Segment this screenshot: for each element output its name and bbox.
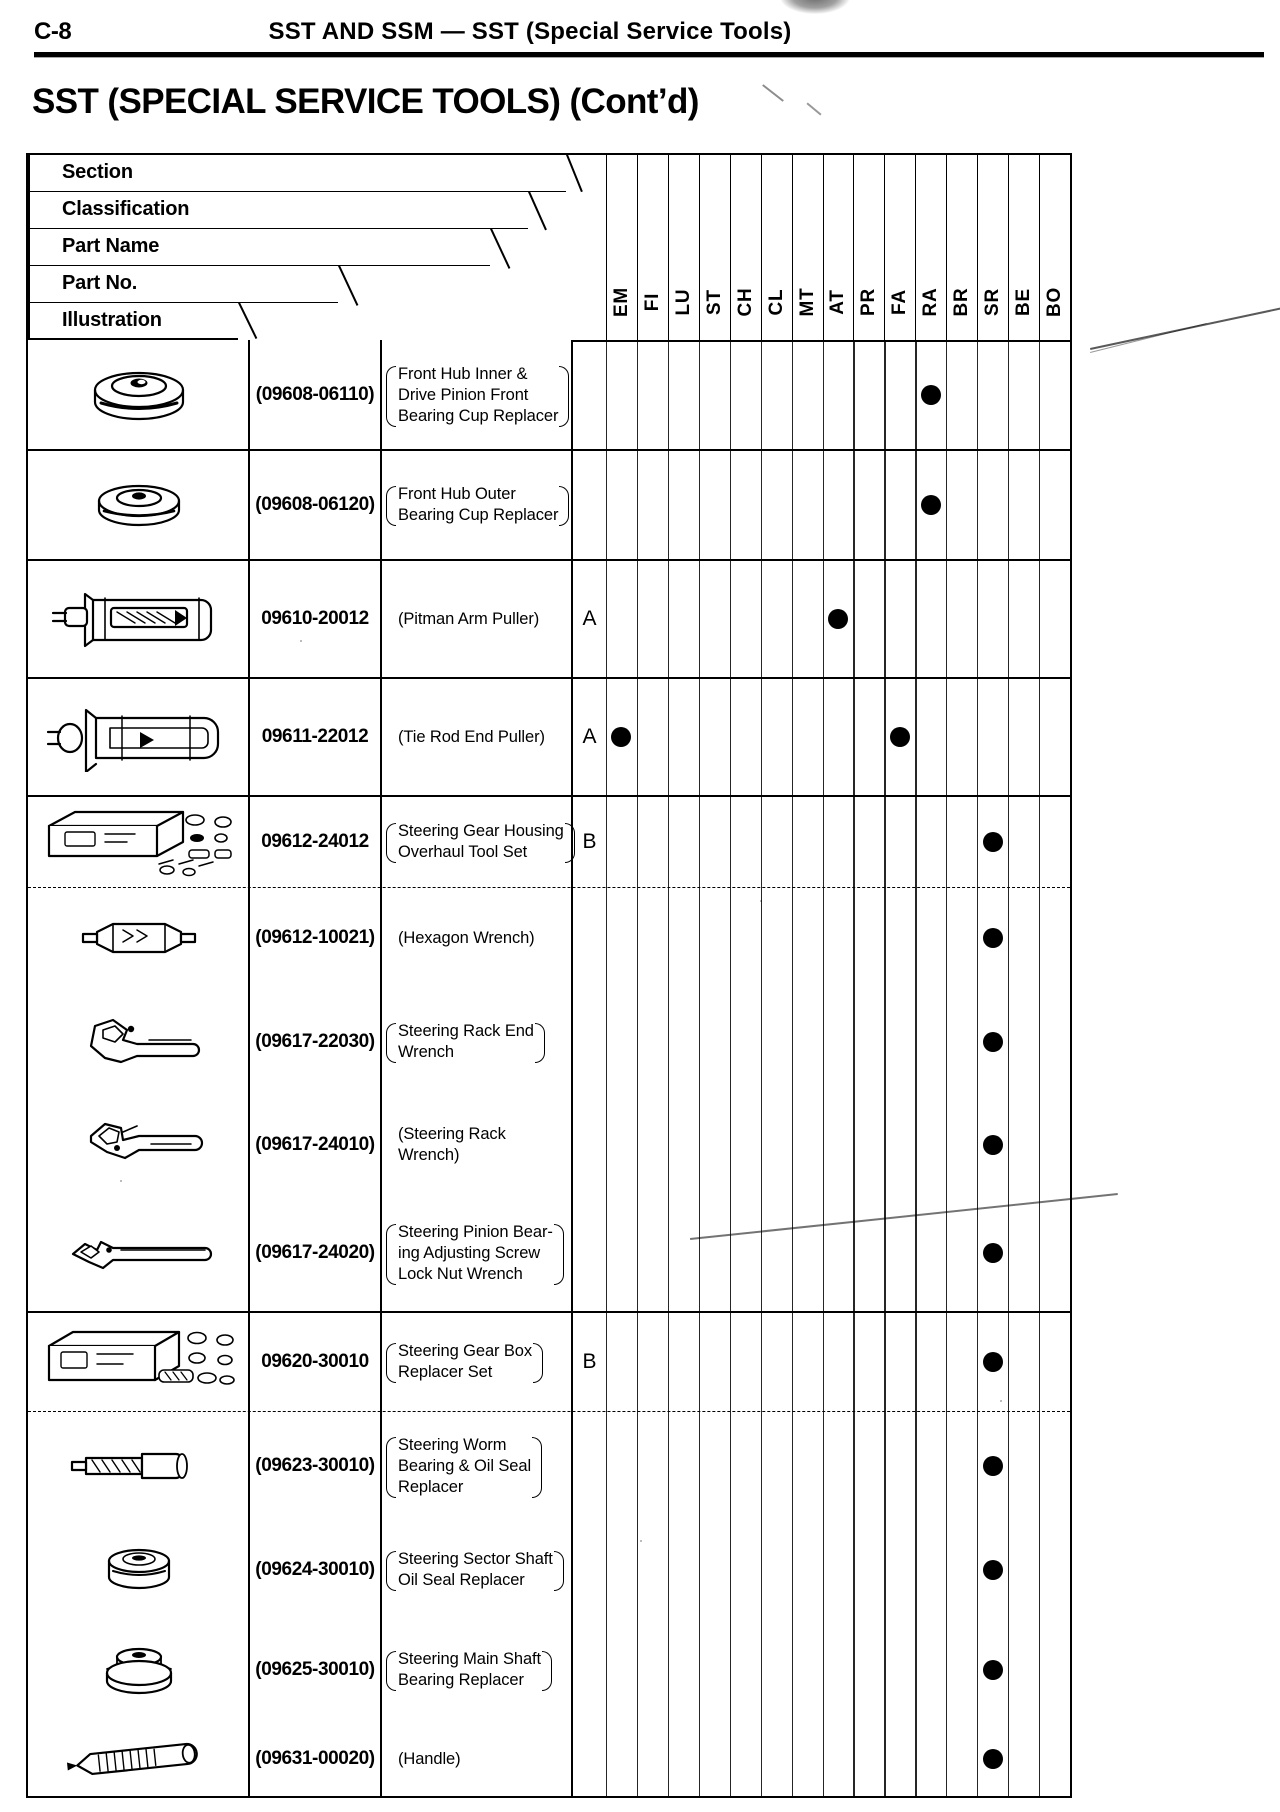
part-number-cell: 09611-22012 [261,726,369,747]
usage-mark-sr [983,928,1003,948]
section-code-label: EM [610,286,632,318]
part-name-cell [382,1312,570,1412]
usage-mark-sr [983,1352,1003,1372]
section-code-label-wrap [916,274,946,330]
part-name-cell [382,1412,570,1520]
classification-cell [573,1194,606,1312]
section-code-header-ch [730,155,761,340]
illustration-cell-main-shaft-bearing-replacer [30,1620,248,1720]
part-name-cell [382,678,570,796]
part-name-text: (Steering Rack Wrench) [398,1125,506,1164]
part-number-cell: (09612-10021) [255,927,375,948]
usage-mark-sr [983,1456,1003,1476]
section-code-label-wrap [854,274,884,330]
classification-cell [573,1096,606,1194]
part-name-text: (Pitman Arm Puller) [398,609,540,628]
stub-header-classification-label: Classification [62,198,190,220]
table-row [28,340,1070,450]
stub-header-part-name-label: Part Name [62,235,160,257]
section-code-header-bo [1039,155,1070,340]
section-code-label: BR [951,287,973,317]
stub-header-part-no [28,266,338,303]
section-code-header-pr [853,155,884,340]
part-name-text: (Handle) [398,1749,461,1768]
classification-cell [573,1720,606,1798]
usage-mark-ra [921,495,941,515]
section-code-label: PR [858,288,880,316]
stub-diagonal-4 [338,265,358,306]
classification-cell: A [582,607,597,630]
part-name-text: Steering Main Shaft Bearing Replacer [398,1650,542,1689]
part-number-cell: (09617-24020) [255,1242,375,1263]
sst-cross-reference-table [26,153,1072,1798]
section-code-label-wrap [1040,274,1070,330]
section-code-label-wrap [607,274,637,330]
classification-cell [573,1620,606,1720]
section-code-label: FA [889,289,911,315]
illustration-cell-steering-gear-housing-tool-set [30,796,248,888]
part-name-cell [382,1520,570,1620]
part-number-cell: 09620-30010 [261,1351,369,1372]
usage-mark-sr [983,1749,1003,1769]
table-row [28,1720,1070,1798]
illustration-cell-pinion-bearing-lock-nut-wrench [30,1194,248,1312]
part-name-text: (Hexagon Wrench) [398,928,535,947]
section-code-header-sr [977,155,1008,340]
section-code-header-row [573,155,1072,340]
illustration-cell-hexagon-wrench [30,888,248,988]
stub-header-section-label: Section [62,161,133,183]
part-name-text: Steering Gear Housing Overhaul Tool Set [398,822,564,861]
section-code-label: RA [920,287,942,317]
table-row [28,450,1070,560]
usage-mark-sr [983,1135,1003,1155]
illustration-cell-handle [30,1720,248,1798]
illustration-cell-bearing-cup-replacer-large [30,340,248,450]
classification-cell [573,340,606,450]
section-code-label-wrap [638,274,668,330]
section-code-label: ST [703,289,725,315]
part-name-cell [382,988,570,1096]
stub-header-illustration-label: Illustration [62,309,162,331]
classification-cell [573,888,606,988]
section-code-label-wrap [793,274,823,330]
usage-mark-sr [983,1660,1003,1680]
scan-speck-5 [900,300,902,302]
usage-mark-sr [983,832,1003,852]
table-body [28,340,1070,1798]
part-number-cell: 09610-20012 [261,608,369,629]
section-code-header-lu [668,155,699,340]
table-row [28,796,1070,888]
part-number-cell: (09617-22030) [255,1031,375,1052]
table-row [28,1412,1070,1520]
illustration-cell-tie-rod-end-puller [30,678,248,796]
part-name-cell [382,450,570,560]
part-name-cell [382,1096,570,1194]
section-code-header-cl [761,155,792,340]
stub-diagonal-5 [238,302,257,339]
section-code-label-wrap [731,274,761,330]
stub-header-illustration [28,303,238,340]
part-number-cell: (09624-30010) [255,1559,375,1580]
section-code-header-ra [915,155,946,340]
section-code-label: LU [672,288,694,316]
section-code-header-be [1008,155,1039,340]
section-code-header-em [606,155,637,340]
table-row [28,678,1070,796]
table-row [28,988,1070,1096]
stub-diagonal-3 [490,228,510,269]
scan-mark-title-1 [762,84,784,102]
classification-cell [573,450,606,560]
table-row [28,1312,1070,1412]
section-code-header-at [823,155,854,340]
section-code-header-fi [637,155,668,340]
classification-cell: B [582,830,597,853]
scan-speck-4 [640,1540,642,1542]
section-code-label: AT [827,289,849,315]
classification-cell: B [582,1350,597,1373]
stub-diagonal-2 [528,191,547,230]
section-code-label: BO [1044,286,1066,318]
table-row [28,888,1070,988]
part-name-cell [382,1720,570,1798]
section-code-header-st [699,155,730,340]
section-code-label: SR [982,288,1004,316]
part-name-cell [382,796,570,888]
table-row [28,1520,1070,1620]
part-number-cell: (09625-30010) [255,1659,375,1680]
running-head: SST AND SSM — SST (Special Service Tools) [268,18,792,45]
illustration-cell-worm-bearing-oil-seal-replacer [30,1412,248,1520]
classification-cell [573,988,606,1096]
page-number: C-8 [34,18,72,45]
part-name-text: Steering Worm Bearing & Oil Seal Replacer [398,1435,532,1496]
illustration-cell-steering-rack-wrench [30,1096,248,1194]
table-row [28,1194,1070,1312]
part-name-text: Steering Sector Shaft Oil Seal Replacer [398,1550,553,1589]
part-name-text: (Tie Rod End Puller) [398,727,545,746]
section-code-label-wrap [885,274,915,330]
usage-mark-sr [983,1032,1003,1052]
usage-mark-at [828,609,848,629]
section-code-header-mt [792,155,823,340]
part-number-cell: (09608-06110) [255,384,375,405]
usage-mark-ra [921,385,941,405]
section-code-label-wrap [978,274,1008,330]
part-name-cell [382,1620,570,1720]
header-rule [34,52,1264,57]
column-rule-code-15 [1070,340,1071,1798]
scan-pencil-stroke-right-2 [1090,323,1207,353]
section-code-label-wrap [700,274,730,330]
section-code-label: MT [796,287,818,317]
stub-header-section [28,155,566,192]
stub-header-classification [28,192,528,229]
section-code-label-wrap [947,274,977,330]
part-name-cell [382,560,570,678]
illustration-cell-sector-shaft-oil-seal-replacer [30,1520,248,1620]
usage-mark-fa [890,727,910,747]
part-number-cell: (09623-30010) [255,1455,375,1476]
classification-cell: A [582,725,597,748]
illustration-cell-steering-rack-end-wrench [30,988,248,1096]
usage-mark-sr [983,1243,1003,1263]
illustration-cell-pitman-arm-puller [30,560,248,678]
table-row [28,1096,1070,1194]
classification-cell [573,1412,606,1520]
part-number-cell: (09617-24010) [255,1134,375,1155]
part-name-cell [382,888,570,988]
page-title: SST (SPECIAL SERVICE TOOLS) (Cont’d) [32,82,699,121]
classification-cell [573,1520,606,1620]
part-name-text: Steering Pinion Bear- ing Adjusting Screw Lock Nut Wrench [398,1222,553,1283]
part-number-cell: 09612-24012 [261,831,369,852]
section-code-label: FI [641,292,663,312]
part-name-text: Steering Rack End Wrench [398,1022,534,1061]
usage-mark-sr [983,1560,1003,1580]
table-stub-header [28,155,573,340]
part-number-cell: (09608-06120) [255,494,375,515]
scan-speck-3 [120,1180,122,1182]
section-code-label-wrap [669,274,699,330]
part-name-text: Steering Gear Box Replacer Set [398,1342,533,1381]
part-name-cell [382,1194,570,1312]
section-code-label: CH [734,287,756,317]
illustration-cell-bearing-cup-replacer-small [30,450,248,560]
part-name-cell [382,340,570,450]
table-row [28,560,1070,678]
section-code-label-wrap [824,274,854,330]
table-row [28,1620,1070,1720]
section-code-label: BE [1013,288,1035,316]
scan-speck-1 [760,900,762,902]
part-number-cell: (09631-00020) [255,1748,375,1769]
part-name-text: Front Hub Outer Bearing Cup Replacer [398,485,559,524]
illustration-cell-steering-gear-box-replacer-set [30,1312,248,1412]
section-code-header-fa [884,155,915,340]
part-name-text: Front Hub Inner & Drive Pinion Front Bearing Cup Replacer [398,364,559,425]
stub-header-part-name [28,229,490,266]
section-code-label-wrap [1009,274,1039,330]
section-code-label: CL [765,288,787,316]
scan-smudge-top [780,0,850,14]
scan-speck-0 [300,640,302,642]
scan-speck-2 [1000,1400,1002,1402]
stub-header-part-no-label: Part No. [62,272,138,294]
section-code-header-br [946,155,977,340]
usage-mark-em [611,727,631,747]
section-code-label-wrap [762,274,792,330]
scan-mark-title-2 [806,102,821,115]
